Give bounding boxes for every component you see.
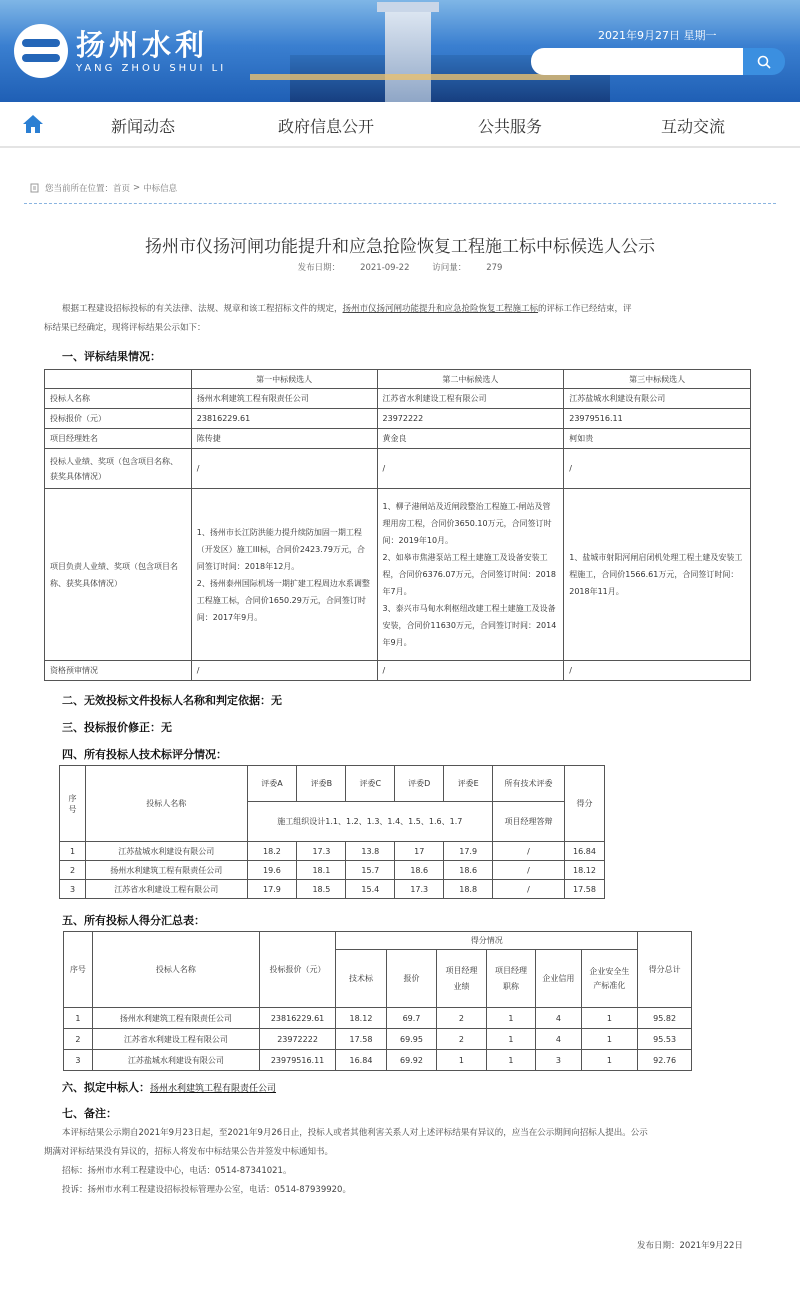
table-cell: 17.3 <box>297 842 346 861</box>
banner-tower-image <box>385 8 431 102</box>
table-cell: 23979516.11 <box>564 409 751 429</box>
table-header: 第三中标候选人 <box>564 370 751 389</box>
table-cell: 江苏盐城水利建设有限公司 <box>85 842 247 861</box>
table-cell: / <box>564 661 751 681</box>
table-cell: 1、扬州市长江防洪能力提升续防加固一期工程（开发区）施工III标，合同价2423.79万元，合同签订时间：2018年12月。 2、扬州泰州国际机场一期扩建工程周边水系调整工程施工标，合同价1650.29万元，合同签订时间：2017年9月。 <box>191 489 377 661</box>
section-3-heading: 三、投标报价修正：无 <box>62 721 172 734</box>
nav-gov-info[interactable]: 政府信息公开 <box>278 117 375 136</box>
table-cell: 18.12 <box>336 1008 387 1029</box>
row-label: 投标报价（元） <box>45 409 192 429</box>
views-label: 访问量： <box>432 263 467 273</box>
footer-publish-date: 发布日期：2021年9月22日 <box>637 1241 743 1251</box>
section-6-label: 六、拟定中标人： <box>62 1081 150 1094</box>
main-nav <box>0 102 800 148</box>
water-logo-icon <box>14 24 68 78</box>
table-cell: 13.8 <box>346 842 395 861</box>
table-row <box>60 880 605 899</box>
table-row <box>60 842 605 861</box>
nav-news[interactable]: 新闻动态 <box>111 117 176 136</box>
table-cell: / <box>191 661 377 681</box>
table-cell <box>45 370 192 389</box>
winning-bidder: 扬州水利建筑工程有限责任公司 <box>150 1084 277 1094</box>
table-cell: 江苏省水利建设工程有限公司 <box>377 389 564 409</box>
breadcrumb-prefix: 您当前所在位置： <box>45 184 114 194</box>
table-cell: 17 <box>395 842 444 861</box>
table-cell: 92.76 <box>638 1050 692 1071</box>
table-cell: 扬州水利建筑工程有限责任公司 <box>191 389 377 409</box>
breadcrumb <box>30 182 177 194</box>
page-title: 扬州市仪扬河闸功能提升和应急抢险恢复工程施工标中标候选人公示 <box>145 237 655 257</box>
table-cell: 4 <box>536 1029 581 1050</box>
table-header: 序号 <box>64 932 93 1008</box>
section-5-heading: 五、所有投标人得分汇总表： <box>62 914 205 927</box>
note-line-2: 期满对评标结果没有异议的，招标人将发布中标结果公告并签发中标通知书。 <box>44 1147 334 1157</box>
search-bar <box>531 48 785 75</box>
row-label: 投标人名称 <box>45 389 192 409</box>
logo-subtitle: YANG ZHOU SHUI LI <box>76 62 227 74</box>
table-header: 项目经理业绩 <box>437 950 486 1008</box>
table-cell: 15.7 <box>346 861 395 880</box>
table-cell: 1、柳子港闸站及近闸段整治工程施工-闸站及管理用房工程，合同价3650.10万元，合同签订时间：2019年10月。 2、如皋市焦港泵站工程土建施工及设备安装工程，合同价6376.07万元，合同签订时间：2018年7月。 3、泰兴市马甸水利枢纽改建工程土建施工及设备安装，合同价11630万元，合同签订时间：2014年9月。 <box>377 489 564 661</box>
table-cell: 2 <box>60 861 86 880</box>
table-cell: 2 <box>64 1029 93 1050</box>
table-cell: 扬州水利建筑工程有限责任公司 <box>92 1008 259 1029</box>
evaluation-result-table <box>44 369 751 681</box>
table-cell: 1 <box>581 1029 638 1050</box>
table-cell: 1 <box>486 1008 535 1029</box>
banner-bridge-image <box>250 74 570 80</box>
note-line-1: 本评标结果公示期自2021年9月23日起，至2021年9月26日止，投标人或者其他利害关系人对上述评标结果有异议的，应当在公示期间向招标人提出。公示 <box>62 1128 648 1138</box>
table-cell: 1 <box>486 1050 535 1071</box>
table-cell: 3 <box>536 1050 581 1071</box>
table-cell: 江苏省水利建设工程有限公司 <box>92 1029 259 1050</box>
table-header: 企业信用 <box>536 950 581 1008</box>
table-header: 第一中标候选人 <box>191 370 377 389</box>
table-cell: 18.6 <box>444 861 493 880</box>
header-banner <box>0 0 800 102</box>
nav-interaction[interactable]: 互动交流 <box>661 117 726 136</box>
table-cell: / <box>493 842 565 861</box>
table-cell: 15.4 <box>346 880 395 899</box>
logo-title: 扬州水利 <box>76 27 209 62</box>
home-icon <box>22 114 44 134</box>
table-header: 投标人名称 <box>85 766 247 842</box>
table-row <box>60 861 605 880</box>
article-meta <box>0 261 800 273</box>
table-cell: 18.1 <box>297 861 346 880</box>
table-cell: 69.7 <box>386 1008 437 1029</box>
table-header: 评委A <box>247 766 297 802</box>
table-cell: 柯如贵 <box>564 429 751 449</box>
table-cell: 1 <box>581 1008 638 1029</box>
table-header: 所有技术评委 <box>493 766 565 802</box>
section-1-heading: 一、评标结果情况： <box>62 350 161 363</box>
table-cell: 23979516.11 <box>259 1050 335 1071</box>
note-line-4: 投诉：扬州市水利工程建设招标投标管理办公室，电话：0514-87939920。 <box>62 1185 351 1195</box>
table-cell: 23972222 <box>259 1029 335 1050</box>
note-line-3: 招标：扬州市水利工程建设中心，电话：0514-87341021。 <box>62 1166 292 1176</box>
table-header: 评委C <box>346 766 395 802</box>
search-input[interactable] <box>531 48 743 75</box>
views-count: 279 <box>486 263 503 273</box>
divider <box>24 203 776 204</box>
table-cell: 江苏盐城水利建设有限公司 <box>92 1050 259 1071</box>
table-header: 得分 <box>564 766 604 842</box>
nav-public-service[interactable]: 公共服务 <box>478 117 543 136</box>
table-cell: 23816229.61 <box>191 409 377 429</box>
table-cell: 18.6 <box>395 861 444 880</box>
table-cell: 陈传捷 <box>191 429 377 449</box>
table-cell: 19.6 <box>247 861 297 880</box>
publish-label: 发布日期： <box>297 263 341 273</box>
table-cell: 扬州水利建筑工程有限责任公司 <box>85 861 247 880</box>
table-cell: 95.82 <box>638 1008 692 1029</box>
table-cell: 23972222 <box>377 409 564 429</box>
row-label: 资格预审情况 <box>45 661 192 681</box>
table-cell: 18.2 <box>247 842 297 861</box>
table-cell: 17.58 <box>564 880 604 899</box>
table-cell: 23816229.61 <box>259 1008 335 1029</box>
table-header: 技术标 <box>336 950 387 1008</box>
current-date: 2021年9月27日 星期一 <box>598 29 717 42</box>
intro-paragraph <box>62 300 762 319</box>
table-cell: / <box>564 449 751 489</box>
table-cell: 17.9 <box>444 842 493 861</box>
table-cell: / <box>191 449 377 489</box>
intro-text-b: 的评标工作已经结束，评 <box>538 304 632 314</box>
table-cell: 18.8 <box>444 880 493 899</box>
table-header: 评委B <box>297 766 346 802</box>
table-cell: 17.58 <box>336 1029 387 1050</box>
table-cell: 4 <box>536 1008 581 1029</box>
table-cell: 1 <box>60 842 86 861</box>
table-subheader: 项目经理答辩 <box>493 802 565 842</box>
section-7-heading: 七、备注： <box>62 1107 117 1120</box>
table-cell: 16.84 <box>564 842 604 861</box>
intro-text: 根据工程建设招标投标的有关法律、法规、规章和该工程招标文件的规定， <box>62 304 343 314</box>
table-cell: 18.5 <box>297 880 346 899</box>
table-cell: 17.9 <box>247 880 297 899</box>
home-button[interactable] <box>22 114 44 137</box>
publish-date: 2021-09-22 <box>360 263 410 273</box>
row-label: 项目负责人业绩、奖项（包含项目名称、获奖具体情况） <box>45 489 192 661</box>
table-header: 评委E <box>444 766 493 802</box>
table-header: 企业安全生产标准化 <box>581 950 638 1008</box>
intro-paragraph-2: 标结果已经确定，现将评标结果公示如下： <box>44 323 206 333</box>
technical-score-table <box>59 765 605 899</box>
table-cell: 1、盐城市射阳河闸启闭机处理工程土建及安装工程施工，合同价1566.61万元，合同签订时间：2018年11月。 <box>564 489 751 661</box>
table-cell: 17.3 <box>395 880 444 899</box>
section-6-heading <box>62 1079 276 1095</box>
row-label: 项目经理姓名 <box>45 429 192 449</box>
site-logo[interactable] <box>14 24 226 78</box>
breadcrumb-sep: > <box>133 183 141 193</box>
row-label: 投标人业绩、奖项（包含项目名称、获奖具体情况） <box>45 449 192 489</box>
table-header: 投标人名称 <box>92 932 259 1008</box>
table-cell: 黄金良 <box>377 429 564 449</box>
table-row <box>64 1008 692 1029</box>
table-cell: / <box>377 449 564 489</box>
table-subheader: 施工组织设计1.1、1.2、1.3、1.4、1.5、1.6、1.7 <box>247 802 493 842</box>
table-header: 序号 <box>60 766 86 842</box>
breadcrumb-current[interactable]: 中标信息 <box>143 184 178 194</box>
table-cell: / <box>377 661 564 681</box>
section-2-heading: 二、无效投标文件投标人名称和判定依据：无 <box>62 694 282 707</box>
search-icon <box>757 55 771 69</box>
table-header: 报价 <box>386 950 437 1008</box>
search-button[interactable] <box>743 48 785 75</box>
intro-project-link[interactable]: 扬州市仪扬河闸功能提升和应急抢险恢复工程施工标 <box>342 304 539 314</box>
table-header: 投标报价（元） <box>259 932 335 1008</box>
table-row <box>64 1050 692 1071</box>
table-cell: 3 <box>64 1050 93 1071</box>
table-cell: 69.92 <box>386 1050 437 1071</box>
table-header: 得分总计 <box>638 932 692 1008</box>
table-cell: 1 <box>486 1029 535 1050</box>
table-cell: 69.95 <box>386 1029 437 1050</box>
table-cell: 江苏盐城水利建设有限公司 <box>564 389 751 409</box>
table-cell: 16.84 <box>336 1050 387 1071</box>
table-cell: 1 <box>581 1050 638 1071</box>
table-cell: 1 <box>64 1008 93 1029</box>
breadcrumb-home[interactable]: 首页 <box>113 184 131 194</box>
table-cell: 95.53 <box>638 1029 692 1050</box>
table-header: 项目经理职称 <box>486 950 535 1008</box>
document-icon <box>30 183 40 193</box>
table-cell: 2 <box>437 1008 486 1029</box>
table-cell: / <box>493 861 565 880</box>
score-summary-table <box>63 931 692 1071</box>
table-cell: 3 <box>60 880 86 899</box>
table-cell: 2 <box>437 1029 486 1050</box>
table-cell: 18.12 <box>564 861 604 880</box>
table-cell: / <box>493 880 565 899</box>
table-cell: 江苏省水利建设工程有限公司 <box>85 880 247 899</box>
table-header: 得分情况 <box>336 932 638 950</box>
table-header: 第二中标候选人 <box>377 370 564 389</box>
section-4-heading: 四、所有投标人技术标评分情况： <box>62 748 227 761</box>
table-cell: 1 <box>437 1050 486 1071</box>
table-row <box>64 1029 692 1050</box>
table-header: 评委D <box>395 766 444 802</box>
